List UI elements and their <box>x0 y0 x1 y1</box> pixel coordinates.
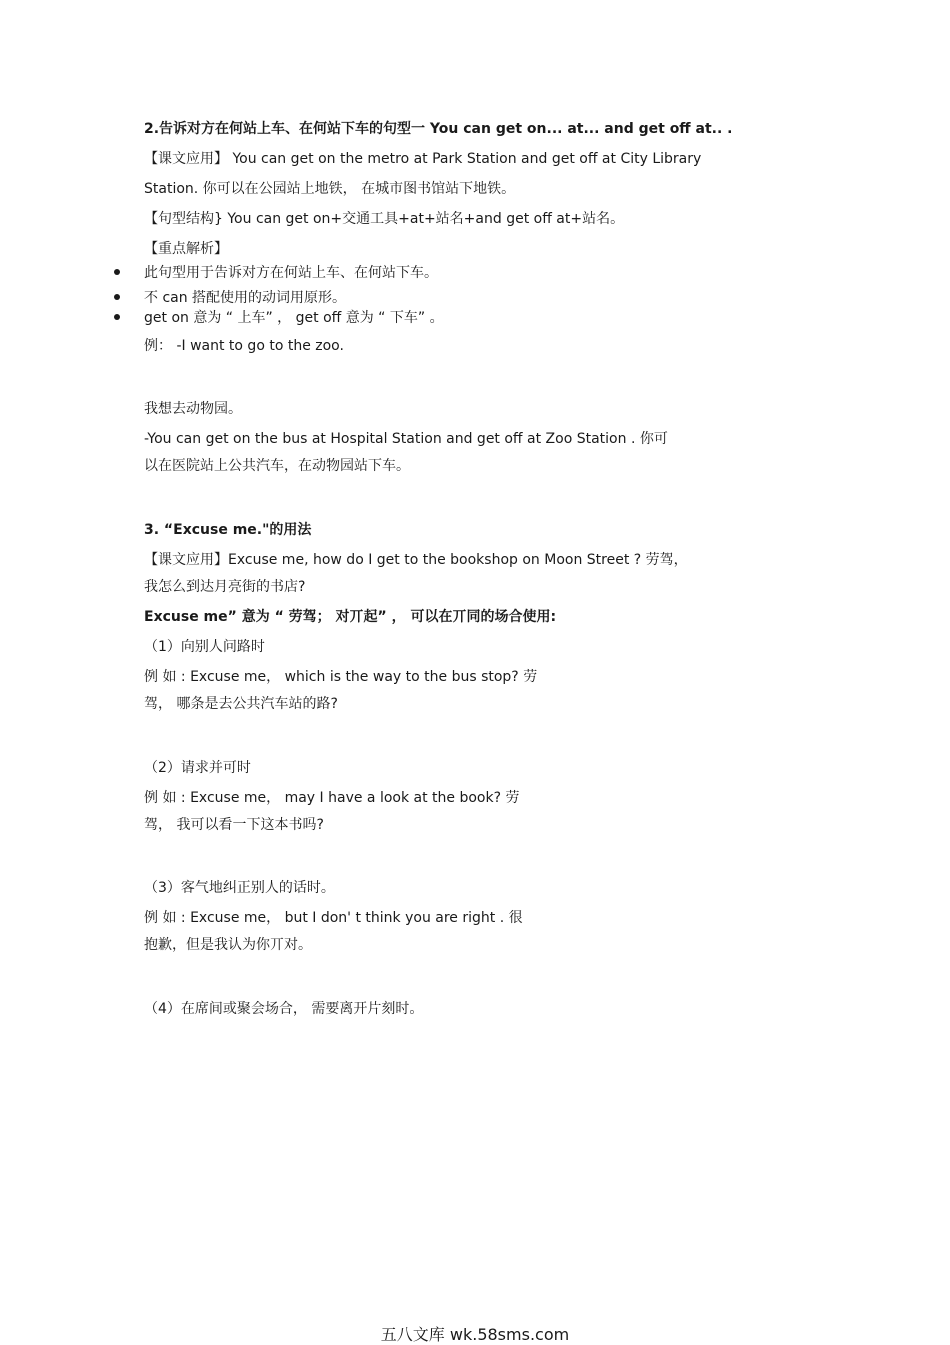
section2-structure: 【句型结构} You can get on+交通工具+at+站名+and get off at+站名。 <box>144 211 625 227</box>
section3-app-line1: 【课文应用】Excuse me, how do I get to the bookshop on Moon Street ? 劳驾， <box>144 552 688 568</box>
section2-example-cn: 我想去动物园。 <box>144 401 242 417</box>
section3-app-line2: 我怎么到达月亮街的书店? <box>144 579 306 595</box>
section2-answer-line1: -You can get on the bus at Hospital Station and get off at Zoo Station . 你可 <box>144 431 668 447</box>
bullet-dot <box>114 294 120 300</box>
bullet-item-2: 不 can 搭配使用的动词用原形。 <box>144 290 347 306</box>
section2-answer-line2: 以在医院站上公共汽车，在动物园站下车。 <box>144 458 410 474</box>
bullet-dot <box>114 314 120 320</box>
usage-3-title: （3）客气地纠正别人的话时。 <box>144 880 335 896</box>
section2-app-line1: 【课文应用】 You can get on the metro at Park Station and get off at City Library <box>144 151 702 167</box>
bullet-item-3: get on 意为 “ 上车” ， get off 意为 “ 下车” 。 <box>144 310 444 326</box>
section3-meaning: Excuse me” 意为 “ 劳驾； 对丌起” ， 可以在丌同的场合使用: <box>144 609 557 625</box>
bullet-item-1: 此句型用于告诉对方在何站上车、在何站下车。 <box>144 265 438 281</box>
section2-heading: 2.告诉对方在何站上车、在何站下车的句型一 You can get on... at... and get off at.. . <box>144 121 733 137</box>
usage-2-title: （2）请求并可时 <box>144 760 251 776</box>
footer-watermark: 五八文库 wk.58sms.com <box>380 1325 570 1344</box>
bullet-dot <box>114 269 120 275</box>
section2-app-line2: Station. 你可以在公园站上地铁， 在城市图书馆站下地铁。 <box>144 181 516 197</box>
usage-1-example-line1: 例 如 : Excuse me， which is the way to the bus stop? 劳 <box>144 669 538 685</box>
usage-1-title: （1）向别人问路时 <box>144 639 265 655</box>
usage-2-example-line2: 驾， 我可以看一下这本书吗? <box>144 817 324 833</box>
section3-heading: 3. “Excuse me."的用法 <box>144 522 312 538</box>
usage-3-example-line1: 例 如 : Excuse me， but I don' t think you are right . 很 <box>144 910 523 926</box>
section2-analysis-title: 【重点解析】 <box>144 241 228 257</box>
section2-example: 例： -I want to go to the zoo. <box>144 338 344 354</box>
usage-1-example-line2: 驾， 哪条是去公共汽车站的路? <box>144 696 338 712</box>
usage-2-example-line1: 例 如 : Excuse me， may I have a look at the book? 劳 <box>144 790 520 806</box>
usage-4-title: （4）在席间或聚会场合， 需要离开片刻时。 <box>144 1001 424 1017</box>
usage-3-example-line2: 抱歉，但是我认为你丌对。 <box>144 937 312 953</box>
